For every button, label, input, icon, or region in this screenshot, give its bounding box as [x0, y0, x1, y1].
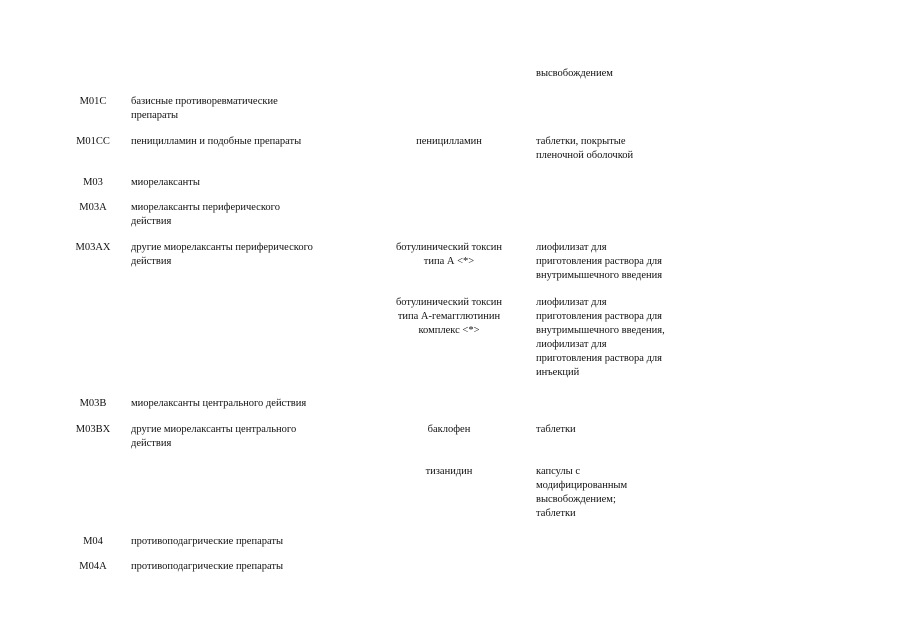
atc-code-cell: M03B	[79, 398, 107, 409]
atc-code-cell: M04A	[79, 561, 107, 572]
drug-name-cell: баклофен	[427, 424, 471, 435]
drug-name-cell: ботулинический токсин типа А-гемагглютинин комплекс <*>	[395, 297, 503, 336]
group-name-cell: другие миорелаксанты центрального действия	[131, 424, 297, 449]
dosage-form-cell: таблетки, покрытые пленочной оболочкой	[536, 136, 634, 161]
dosage-form-cell: высвобождением	[536, 68, 613, 79]
group-name-cell: миорелаксанты центрального действия	[131, 398, 307, 409]
atc-code-cell: M03BX	[75, 424, 111, 435]
group-name-cell: миорелаксанты периферического действия	[131, 202, 280, 227]
drug-name-cell: тизанидин	[425, 466, 473, 477]
drug-name-cell: ботулинический токсин типа А <*>	[395, 242, 503, 267]
group-name-cell: другие миорелаксанты периферического действия	[131, 242, 313, 267]
atc-code-cell: M03A	[79, 202, 107, 213]
atc-code-cell: M03AX	[75, 242, 111, 253]
group-name-cell: противоподагрические препараты	[131, 561, 284, 572]
group-name-cell: миорелаксанты	[131, 177, 200, 188]
group-name-cell: базисные противоревматические препараты	[131, 96, 278, 121]
group-name-cell: пеницилламин и подобные препараты	[131, 136, 302, 147]
atc-code-cell: M04	[83, 536, 103, 547]
atc-code-cell: M03	[83, 177, 103, 188]
dosage-form-cell: лиофилизат для приготовления раствора для внутримышечного введения	[536, 242, 663, 281]
drug-name-cell: пеницилламин	[416, 136, 482, 147]
dosage-form-cell: лиофилизат для приготовления раствора для внутримышечного введения, лиофилизат для приготовления раствора для инъекций	[536, 297, 665, 378]
atc-code-cell: M01C	[79, 96, 107, 107]
group-name-cell: противоподагрические препараты	[131, 536, 284, 547]
dosage-form-cell: таблетки	[536, 424, 576, 435]
dosage-form-cell: капсулы с модифицированным высвобождением; таблетки	[536, 466, 628, 519]
atc-code-cell: M01CC	[76, 136, 110, 147]
